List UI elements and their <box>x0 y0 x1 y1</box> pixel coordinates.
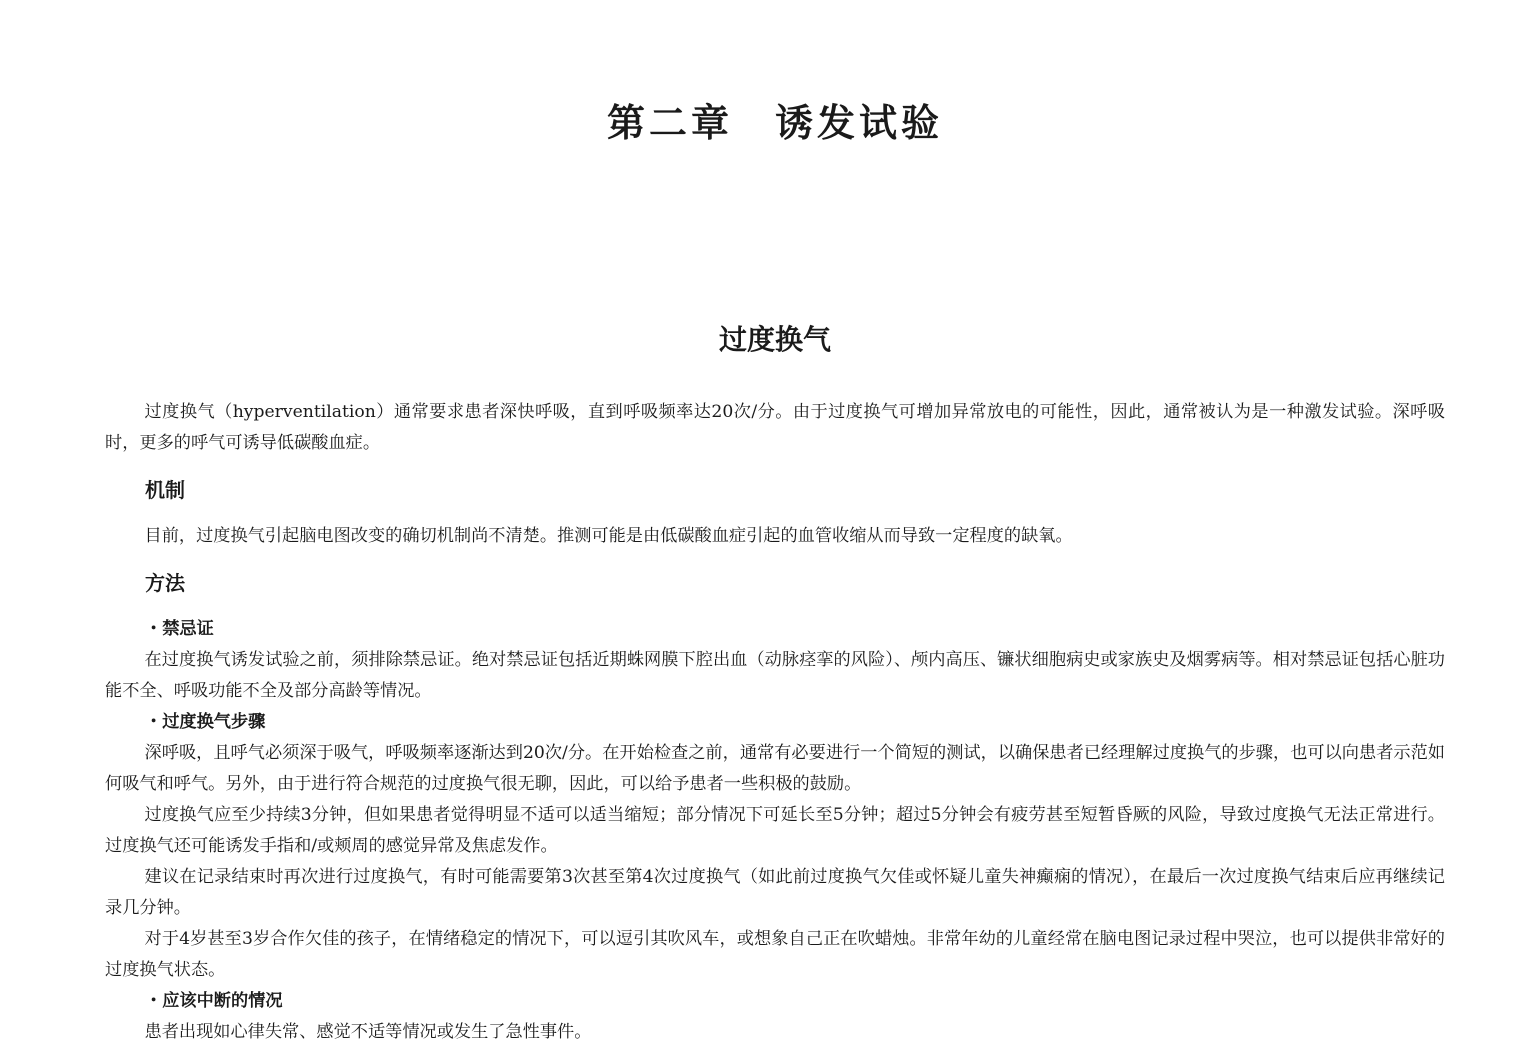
document-body <box>105 397 1445 1048</box>
steps-paragraph-4: 对于4岁甚至3岁合作欠佳的孩子，在情绪稳定的情况下，可以逗引其吹风车，或想象自己正在吹蜡烛。非常年幼的儿童经常在脑电图记录过程中哭泣，也可以提供非常好的过度换气状态。 <box>105 929 1445 980</box>
steps-paragraph-1: 深呼吸，且呼气必须深于吸气，呼吸频率逐渐达到20次/分。在开始检查之前，通常有必要进行一个简短的测试，以确保患者已经理解过度换气的步骤，也可以向患者示范如何吸气和呼气。另外，由于进行符合规范的过度换气很无聊，因此，可以给予患者一些积极的鼓励。 <box>105 743 1445 794</box>
interruption-paragraph: 患者出现如心律失常、感觉不适等情况或发生了急性事件。 <box>144 1022 592 1042</box>
contraindications-label: ・禁忌证 <box>145 619 214 639</box>
mechanism-heading: 机制 <box>145 478 185 502</box>
method-heading: 方法 <box>145 571 185 595</box>
intro-paragraph: 过度换气（hyperventilation）通常要求患者深快呼吸，直到呼吸频率达20次/分。由于过度换气可增加异常放电的可能性，因此，通常被认为是一种激发试验。深呼吸时，更多的呼气可诱导低碳酸血症。 <box>105 402 1445 453</box>
steps-label: ・过度换气步骤 <box>145 712 266 732</box>
mechanism-paragraph: 目前，过度换气引起脑电图改变的确切机制尚不清楚。推测可能是由低碳酸血症引起的血管收缩从而导致一定程度的缺氧。 <box>144 526 1073 546</box>
interruption-label: ・应该中断的情况 <box>145 991 283 1011</box>
contraindications-paragraph: 在过度换气诱发试验之前，须排除禁忌证。绝对禁忌证包括近期蛛网膜下腔出血（动脉痉挛的风险）、颅内高压、镰状细胞病史或家族史及烟雾病等。相对禁忌证包括心脏功能不全、呼吸功能不全及部分高龄等情况。 <box>105 650 1445 701</box>
chapter-title: 第二章 诱发试验 <box>606 100 943 145</box>
steps-paragraph-3: 建议在记录结束时再次进行过度换气，有时可能需要第3次甚至第4次过度换气（如此前过度换气欠佳或怀疑儿童失神癫痫的情况），在最后一次过度换气结束后应再继续记录几分钟。 <box>105 867 1445 918</box>
steps-paragraph-2: 过度换气应至少持续3分钟，但如果患者觉得明显不适可以适当缩短；部分情况下可延长至5分钟；超过5分钟会有疲劳甚至短暂昏厥的风险，导致过度换气无法正常进行。过度换气还可能诱发手指和/或颊周的感觉异常及焦虑发作。 <box>105 805 1445 856</box>
section-title: 过度换气 <box>718 323 831 356</box>
